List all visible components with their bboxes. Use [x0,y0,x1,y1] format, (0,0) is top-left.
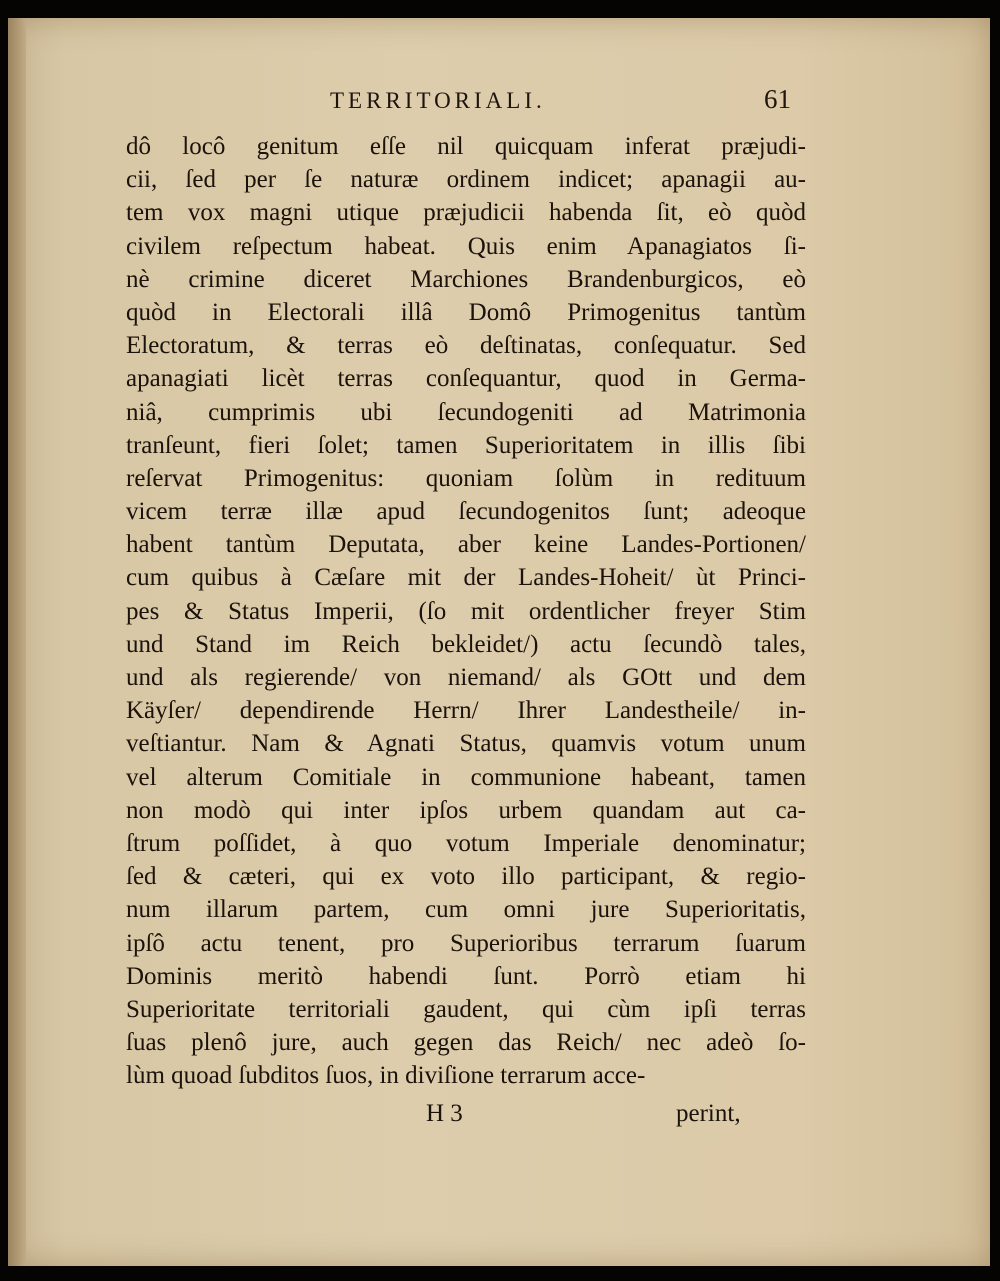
text-line: Superioritate territoriali gaudent, qui cùm ipſi terras [126,995,806,1023]
text-line: und als regierende/ von niemand/ als GOtt und dem [126,664,806,691]
text-line: nè crimine diceret Marchiones Brandenburgicos, eò [126,265,806,293]
text-line: habent tantùm Deputata, aber keine Landes-Portionen/ [126,531,806,559]
text-line: ſuas plenô jure, auch gegen das Reich/ nec adeò ſo- [126,1029,806,1057]
text-line: dô locô genitum eſſe nil quicquam inferat præjudi- [126,133,806,160]
text-line: reſervat Primogenitus: quoniam ſolùm in redituum [126,464,806,492]
running-head: TERRITORIALI. [330,88,546,113]
text-line: civilem reſpectum habeat. Quis enim Apanagiatos ſi- [126,232,806,260]
page-footer [8,1100,990,1140]
signature-mark: H 3 [426,1100,463,1127]
text-line: tranſeunt, fieri ſolet; tamen Superioritatem in illis ſibi [126,431,806,459]
text-line: ipſô actu tenent, pro Superioribus terrarum ſuarum [126,929,806,957]
text-line: non modò qui inter ipſos urbem quandam aut ca- [126,796,806,824]
text-line: vel alterum Comitiale in communione habeant, tamen [126,763,806,791]
text-line: Käyſer/ dependirende Herrn/ Ihrer Landestheile/ in- [126,697,806,725]
text-line: veſtiantur. Nam & Agnati Status, quamvis votum unum [126,730,806,758]
body-text [126,130,806,1092]
text-line: niâ, cumprimis ubi ſecundogeniti ad Matrimonia [126,398,806,426]
text-line: und Stand im Reich bekleidet/) actu ſecundò tales, [126,630,806,658]
text-line: pes & Status Imperii, (ſo mit ordentlicher freyer Stim [126,597,806,625]
text-line: ſed & cæteri, qui ex voto illo participant, & regio- [126,863,806,891]
page-number: 61 [764,84,791,114]
page-header [8,80,990,120]
text-line: num illarum partem, cum omni jure Superioritatis, [126,896,806,924]
text-line: vicem terræ illæ apud ſecundogenitos ſunt; adeoque [126,498,806,526]
text-line: apanagiati licèt terras conſequantur, quod in Germa- [126,365,806,393]
text-line: cum quibus à Cæſare mit der Landes-Hoheit/ ùt Princi- [126,564,806,592]
page-gutter-edge [8,18,26,1266]
catchword: perint, [676,1100,741,1127]
text-line: quòd in Electorali illâ Domô Primogenitus tantùm [126,298,806,326]
text-line: ſtrum poſſidet, à quo votum Imperiale denominatur; [126,829,806,857]
text-line: tem vox magni utique præjudicii habenda ſit, eò quòd [126,199,806,227]
text-line: Electoratum, & terras eò deſtinatas, conſequatur. Sed [126,332,806,360]
text-line: Dominis meritò habendi ſunt. Porrò etiam hi [126,962,806,990]
text-line: cii, ſed per ſe naturæ ordinem indicet; apanagii au- [126,166,806,194]
text-line: lùm quoad ſubditos ſuos, in diviſione terrarum acce- [126,1062,646,1090]
book-page [8,18,990,1266]
